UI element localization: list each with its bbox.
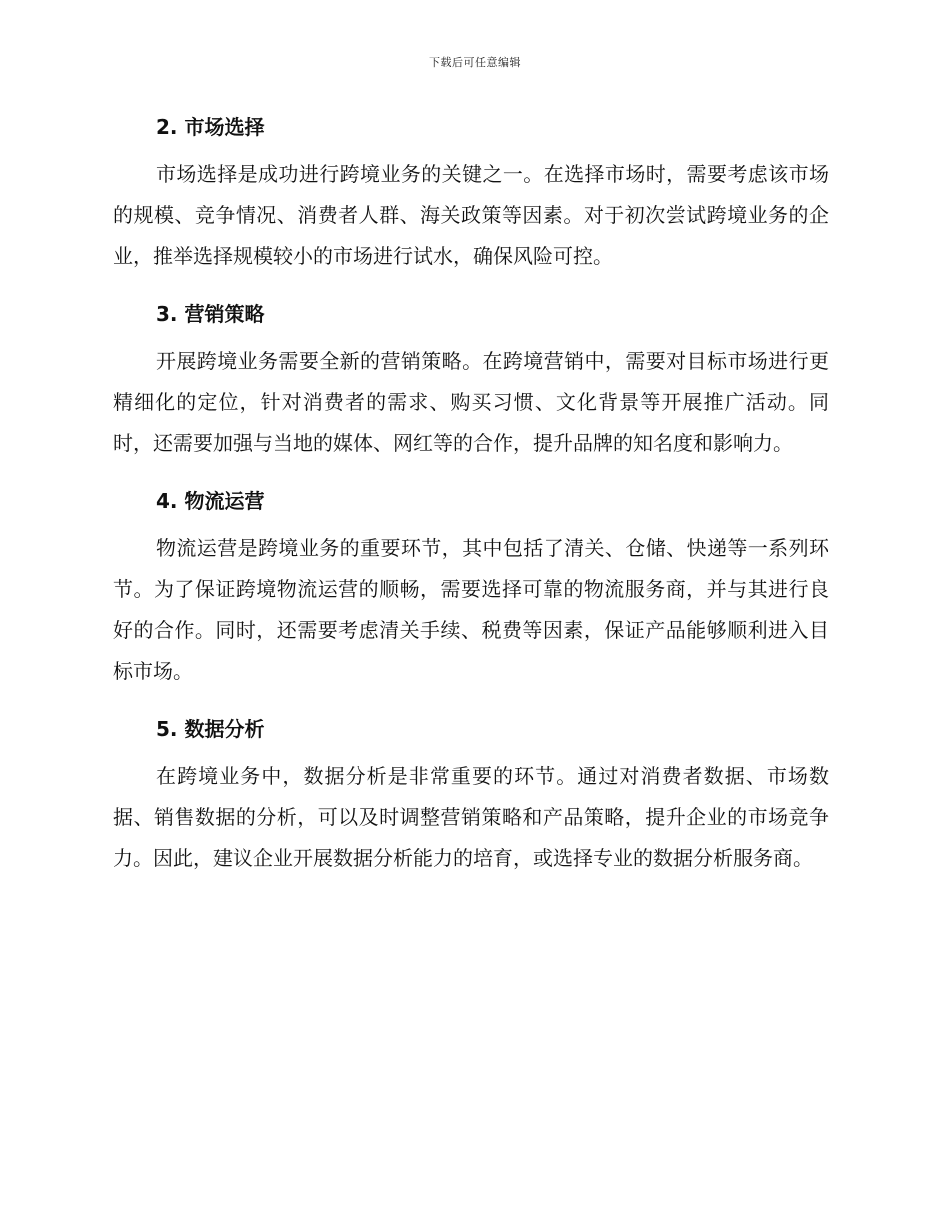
- section-heading: 3. 营销策略: [156, 302, 265, 326]
- section-heading: 5. 数据分析: [156, 717, 265, 741]
- section-heading: 2. 市场选择: [156, 115, 265, 139]
- section-paragraph: 市场选择是成功进行跨境业务的关键之一。在选择市场时，需要考虑该市场的规模、竞争情况、消费者人群、海关政策等因素。对于初次尝试跨境业务的企业，推举选择规模较小的市场进行试水，确保风险可控。: [113, 162, 829, 268]
- section-heading: 4. 物流运营: [156, 489, 265, 513]
- section-market-selection: [113, 113, 829, 277]
- section-paragraph: 在跨境业务中，数据分析是非常重要的环节。通过对消费者数据、市场数据、销售数据的分析，可以及时调整营销策略和产品策略，提升企业的市场竞争力。因此，建议企业开展数据分析能力的培育，或选择专业的数据分析服务商。: [113, 764, 829, 870]
- section-data-analysis: [113, 715, 829, 879]
- section-logistics-operations: [113, 487, 829, 692]
- section-paragraph: 物流运营是跨境业务的重要环节，其中包括了清关、仓储、快递等一系列环节。为了保证跨境物流运营的顺畅，需要选择可靠的物流服务商，并与其进行良好的合作。同时，还需要考虑清关手续、税费等因素，保证产品能够顺利进入目标市场。: [113, 536, 829, 683]
- document-body: [113, 113, 829, 879]
- section-paragraph: 开展跨境业务需要全新的营销策略。在跨境营销中，需要对目标市场进行更精细化的定位，针对消费者的需求、购买习惯、文化背景等开展推广活动。同时，还需要加强与当地的媒体、网红等的合作，提升品牌的知名度和影响力。: [113, 349, 829, 455]
- section-marketing-strategy: [113, 300, 829, 464]
- page-header: 下载后可任意编辑: [429, 56, 521, 69]
